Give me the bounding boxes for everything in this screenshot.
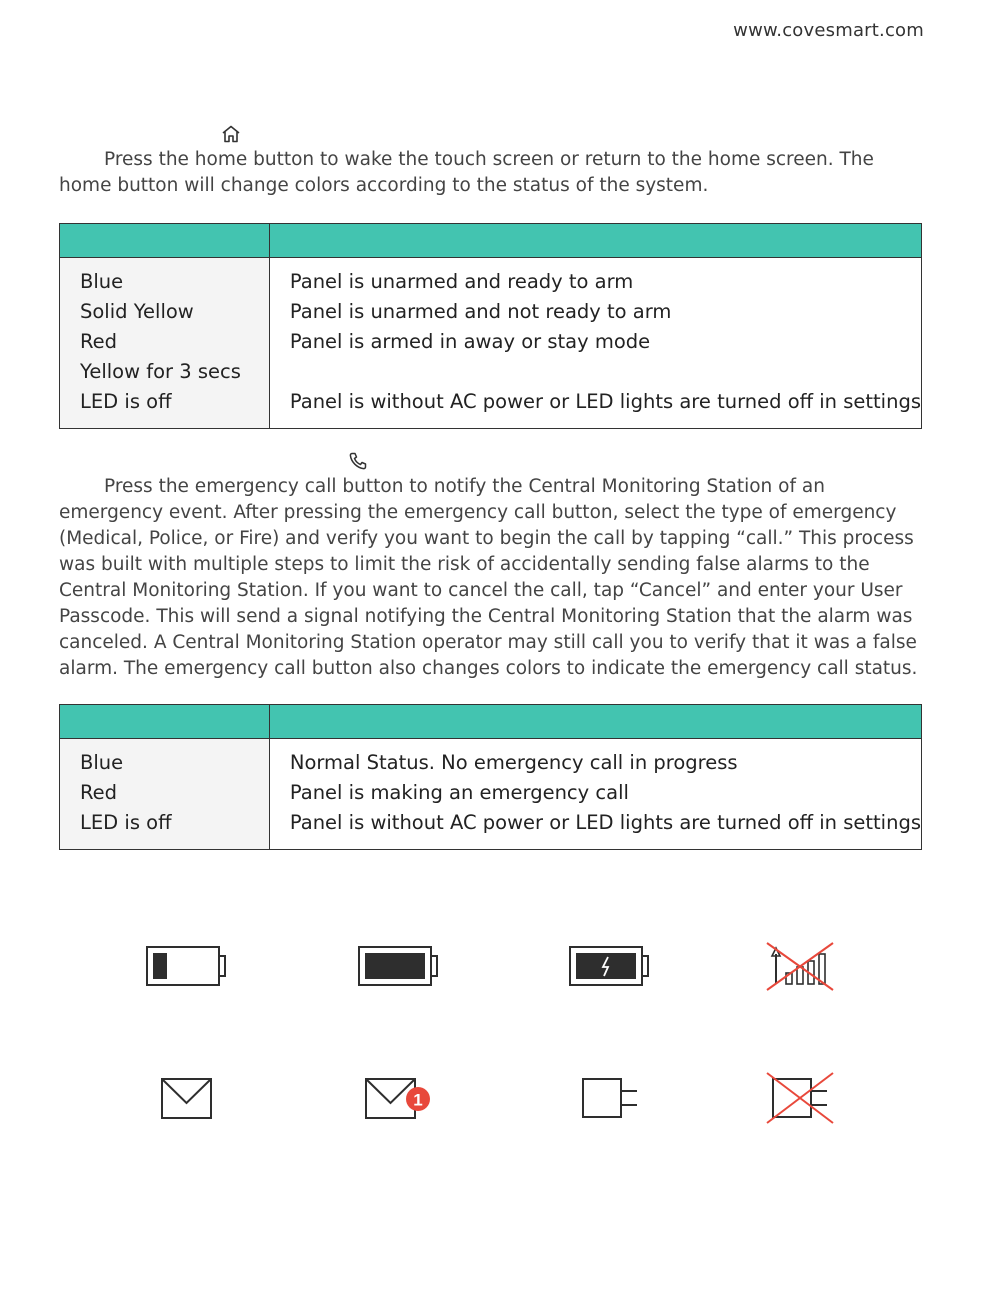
led-meaning: Panel is armed in away or stay mode	[289, 330, 651, 353]
led-color: Yellow for 3 secs	[80, 360, 241, 383]
led-color: LED is off	[80, 390, 172, 413]
phone-icon	[348, 451, 368, 471]
ac-power-icon	[579, 1074, 641, 1124]
led-color-column	[60, 258, 270, 429]
table-row	[60, 739, 922, 850]
led-color: Red	[80, 781, 118, 804]
led-color-column	[60, 739, 270, 850]
led-meaning	[290, 358, 921, 388]
emergency-led-table	[59, 704, 922, 850]
unread-count: 1	[413, 1090, 423, 1110]
table-header	[60, 705, 922, 739]
home-button-description: Press the home button to wake the touch screen or return to the home screen. The home button will change colors according to the status of the system.	[59, 149, 874, 196]
led-color: Blue	[80, 751, 124, 774]
led-color: LED is off	[80, 811, 172, 834]
led-meaning-column	[269, 739, 921, 850]
led-meaning: Panel is unarmed and not ready to arm	[289, 300, 672, 323]
battery-charging-icon	[568, 945, 652, 989]
led-meaning: Panel is making an emergency call	[289, 781, 629, 804]
battery-full-icon	[357, 945, 441, 989]
led-meaning-column	[269, 258, 921, 429]
led-meaning: Panel is without AC power or LED lights are turned off in settings	[289, 811, 921, 834]
no-ac-power-icon	[764, 1070, 836, 1126]
message-icon	[159, 1076, 215, 1122]
home-led-table	[59, 223, 922, 429]
table-header	[60, 224, 922, 258]
led-meaning: Normal Status. No emergency call in progress	[289, 751, 738, 774]
led-color: Blue	[80, 270, 124, 293]
battery-low-icon	[145, 945, 229, 989]
no-signal-icon	[764, 940, 836, 994]
led-meaning: Panel is unarmed and ready to arm	[289, 270, 634, 293]
led-meaning: Panel is without AC power or LED lights are turned off in settings	[289, 390, 921, 413]
led-color: Solid Yellow	[80, 300, 194, 323]
website-url[interactable]: www.covesmart.com	[733, 20, 924, 41]
home-icon	[221, 125, 241, 143]
led-color: Red	[80, 330, 118, 353]
emergency-button-description: Press the emergency call button to notify the Central Monitoring Station of an emergency event. After pressing the emergency call button, select the type of emergency (Medical, Police, or Fire) and verify you want to begin the call by tapping “call.” This process was built with multiple steps to limit the risk of accidentally sending false alarms to the Central Monitoring Station. If you want to cancel the call, tap “Cancel” and enter your User Passcode. This will send a signal notifying the Central Monitoring Station that the alarm was canceled. A Central Monitoring Station operator may still call you to verify that it was a false alarm. The emergency call button also changes colors to indicate the emergency call status.	[59, 476, 918, 679]
table-row	[60, 258, 922, 429]
message-unread-icon	[363, 1076, 435, 1122]
